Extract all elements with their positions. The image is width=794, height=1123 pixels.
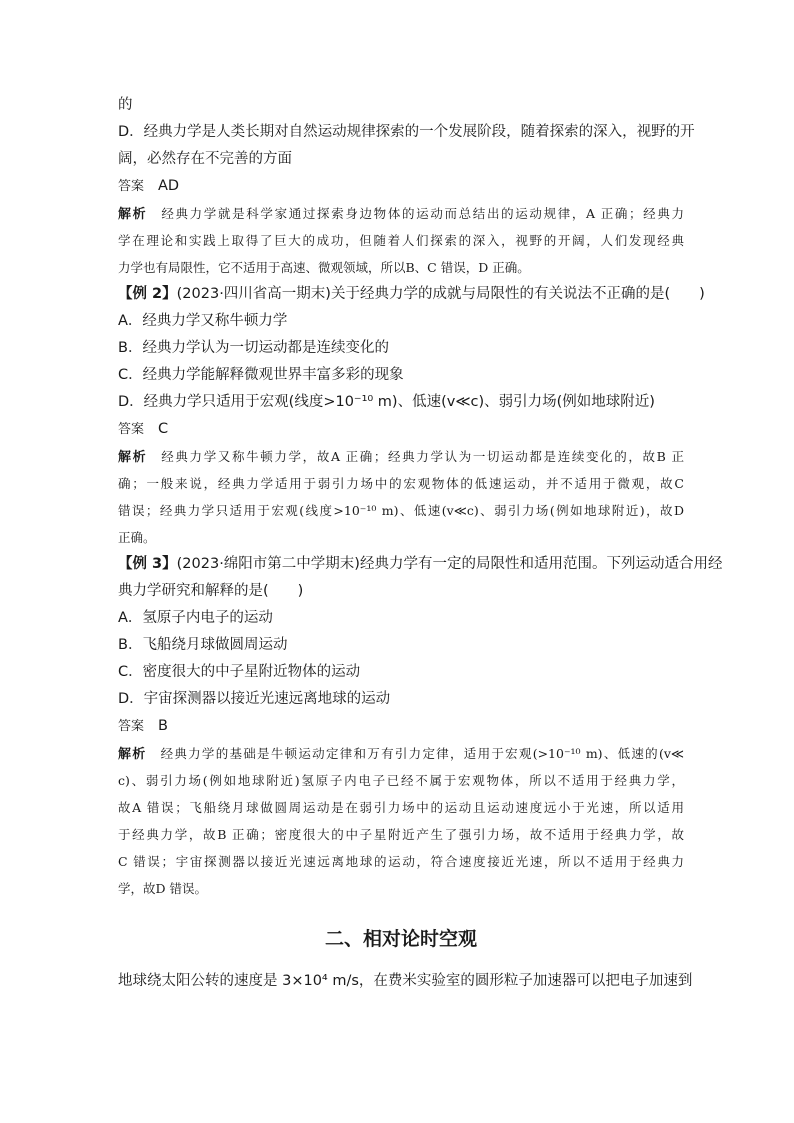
ex2-label: 【例 2】 — [118, 286, 177, 302]
ex2-explain-line-3: 错误；经典力学只适用于宏观(线度>10⁻¹⁰ m)、低速(v≪c)、弱引力场(例如地球附近)，故D — [118, 503, 684, 518]
ex3-stem-line-1: 【例 3】(2023·绵阳市第二中学期末)经典力学有一定的局限性和适用范围。下列运动适合用经 — [118, 556, 723, 572]
ex3-answer — [118, 713, 684, 740]
ex2-explain-line-4: 正确。 — [118, 530, 156, 545]
explain-label: 解析 — [118, 207, 148, 222]
document-page — [118, 92, 723, 995]
ex3-stem-line-2: 典力学研究和解释的是( ) — [118, 583, 304, 599]
prev-option-d-line-1: D．经典力学是人类长期对自然运动规律探索的一个发展阶段，随着探索的深入，视野的开 — [118, 124, 695, 140]
ex2-option-b: B．经典力学认为一切运动都是连续变化的 — [118, 340, 389, 356]
ex3-explain-line-3: 故A 错误；飞船绕月球做圆周运动是在弱引力场中的运动且运动速度远小于光速，所以适用 — [118, 800, 684, 815]
answer-label: 答案 — [118, 422, 145, 437]
section-intro: 地球绕太阳公转的速度是 3×10⁴ m/s，在费米实验室的圆形粒子加速器可以把电子加速到 — [118, 973, 693, 989]
answer-label: 答案 — [118, 719, 145, 734]
answer-value: AD — [158, 178, 180, 194]
explain-label: 解析 — [118, 747, 147, 762]
prev-explain-line-2: 学在理论和实践上取得了巨大的成功，但随着人们探索的深入，视野的开阔，人们发现经典 — [118, 233, 684, 248]
prev-explain-line-1: 解析 经典力学就是科学家通过探索身边物体的运动而总结出的运动规律，A 正确；经典力 — [118, 206, 684, 222]
answer-value: C — [158, 421, 169, 437]
explain-label: 解析 — [118, 450, 148, 465]
ex2-stem: 【例 2】(2023·四川省高一期末)关于经典力学的成就与局限性的有关说法不正确的是( ) — [118, 286, 705, 302]
ex3-explain-line-6: 学，故D 错误。 — [118, 881, 207, 896]
prev-option-d-line-2: 阔，必然存在不完善的方面 — [118, 151, 292, 167]
ex3-option-c: C．密度很大的中子星附近物体的运动 — [118, 664, 361, 680]
ex2-option-a: A．经典力学又称牛顿力学 — [118, 313, 288, 329]
ex3-explain-line-4: 于经典力学，故B 正确；密度很大的中子星附近产生了强引力场，故不适用于经典力学，故 — [118, 827, 684, 842]
ex3-explain-line-5: C 错误；宇宙探测器以接近光速远离地球的运动，符合速度接近光速，所以不适用于经典力 — [118, 854, 684, 869]
ex2-answer — [118, 416, 684, 443]
ex3-option-d: D．宇宙探测器以接近光速远离地球的运动 — [118, 691, 391, 707]
ex2-option-d: D．经典力学只适用于宏观(线度>10⁻¹⁰ m)、低速(v≪c)、弱引力场(例如地球附近) — [118, 394, 655, 410]
ex3-explain-line-1: 解析 经典力学的基础是牛顿运动定律和万有引力定律，适用于宏观(>10⁻¹⁰ m)、低速的(v≪ — [118, 746, 684, 762]
prev-tail: 的 — [118, 97, 133, 113]
ex3-explain-line-2: c)、弱引力场(例如地球附近)氢原子内电子已经不属于宏观物体，所以不适用于经典力学， — [118, 773, 684, 788]
answer-value: B — [158, 718, 168, 734]
prev-explain-line-3: 力学也有局限性，它不适用于高速、微观领域，所以B、C 错误，D 正确。 — [118, 260, 530, 275]
ex3-label: 【例 3】 — [118, 556, 177, 572]
ex2-option-c: C．经典力学能解释微观世界丰富多彩的现象 — [118, 367, 404, 383]
ex2-explain-line-1: 解析 经典力学又称牛顿力学，故A 正确；经典力学认为一切运动都是连续变化的，故B 正 — [118, 449, 684, 465]
prev-answer — [118, 173, 684, 200]
answer-label: 答案 — [118, 179, 145, 194]
ex3-option-a: A．氢原子内电子的运动 — [118, 610, 273, 626]
section-title: 二、相对论时空观 — [324, 928, 477, 950]
ex3-option-b: B．飞船绕月球做圆周运动 — [118, 637, 288, 653]
ex2-explain-line-2: 确；一般来说，经典力学适用于弱引力场中的宏观物体的低速运动，并不适用于微观，故C — [118, 476, 684, 491]
